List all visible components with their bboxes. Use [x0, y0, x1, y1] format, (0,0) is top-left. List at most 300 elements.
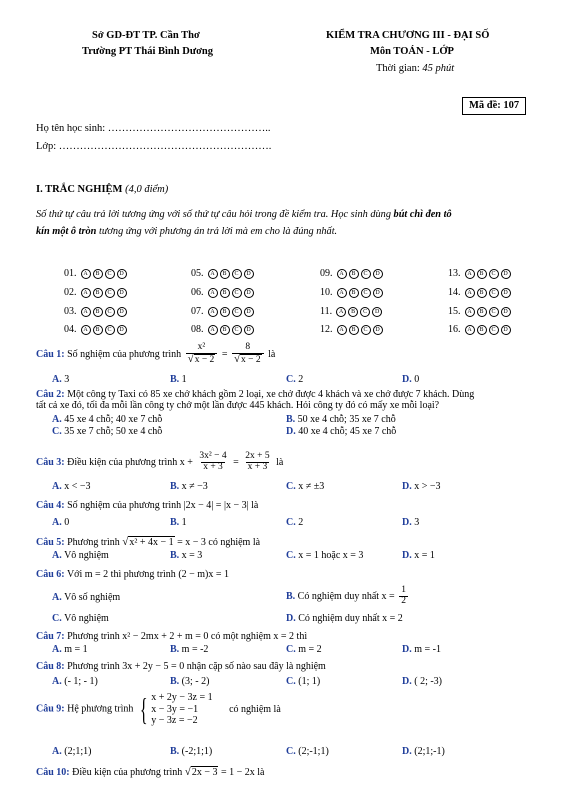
option-letter: C. — [52, 426, 62, 437]
sqrt-icon: √ — [184, 766, 191, 778]
option-letter: C. — [286, 481, 296, 492]
answer-bubble[interactable]: D — [501, 288, 511, 298]
question-tail: là — [251, 500, 259, 511]
student-name-line — [36, 123, 271, 135]
option-text: 0 — [64, 517, 70, 528]
option-text: Có nghiệm duy nhất x = 2 — [298, 613, 403, 624]
answer-row — [191, 287, 254, 299]
subject-line: Môn TOÁN - LỚP — [370, 46, 454, 57]
question-tail: là — [257, 767, 265, 778]
denominator: x + 3 — [247, 461, 268, 472]
question-label: Câu 8: — [36, 661, 65, 672]
answer-bubble[interactable]: D — [501, 325, 511, 335]
numerator: 1 — [401, 585, 406, 595]
option-q9-a[interactable] — [52, 746, 91, 758]
answer-bubble[interactable]: B — [477, 307, 487, 317]
answer-bubble[interactable]: B — [93, 288, 103, 298]
option-letter: B. — [286, 590, 296, 602]
option-letter: D. — [402, 374, 412, 385]
fraction — [186, 343, 218, 366]
numerator: 3x² − 4 — [199, 451, 227, 461]
option-q3-a[interactable] — [52, 481, 91, 493]
answer-bubble[interactable]: B — [93, 307, 103, 317]
option-q3-d[interactable] — [402, 481, 441, 493]
option-letter: B. — [286, 414, 296, 425]
question-2-line-2: tất cả xe đó, tối đa mỗi lần công ty chở một lần được 445 khách. Hỏi công ty đó có mấy xe mỗi loại? — [36, 400, 440, 411]
option-q7-d[interactable] — [402, 644, 441, 656]
rhs: = 1 − 2x — [220, 767, 255, 778]
answer-bubble[interactable]: B — [349, 325, 359, 335]
question-label: Câu 6: — [36, 569, 65, 580]
answer-row — [64, 324, 127, 336]
question-tail: là — [268, 348, 276, 360]
brace-icon: { — [139, 691, 148, 728]
instructions-d: tương ứng với phương án trả lời mà em cho là đúng nhất. — [98, 226, 338, 237]
option-text: (2;1;-1) — [414, 746, 445, 757]
question-3 — [36, 452, 283, 473]
answer-bubble[interactable]: C — [361, 269, 371, 279]
answer-bubble[interactable]: D — [117, 269, 127, 279]
answer-row — [320, 306, 382, 318]
option-letter: A. — [52, 414, 62, 425]
question-tail: có một nghiệm x = 2 thì — [210, 631, 308, 642]
answer-bubble[interactable]: D — [501, 269, 511, 279]
option-text: (2;1;1) — [64, 746, 92, 757]
expression: 3x + 2y − 5 = 0 — [122, 661, 185, 672]
sqrt-icon: √ — [122, 536, 129, 548]
answer-bubble[interactable]: D — [244, 325, 254, 335]
question-6 — [36, 569, 229, 581]
question-text: Với m = 2 thì phương trình — [66, 569, 176, 580]
option-text: m = 2 — [298, 644, 322, 655]
question-2 — [36, 389, 474, 401]
expression: |2x − 4| = |x − 3| — [183, 500, 249, 511]
answer-number: 10. — [320, 287, 333, 298]
question-tail: có nghiệm là — [208, 537, 261, 548]
answer-bubble[interactable]: B — [477, 325, 487, 335]
option-q1-d[interactable] — [402, 374, 419, 386]
option-letter: A. — [52, 481, 62, 492]
sqrt-icon: √ — [233, 352, 240, 365]
answer-number: 03. — [64, 306, 77, 317]
option-q1-a[interactable] — [52, 374, 69, 386]
answer-bubble[interactable]: C — [105, 325, 115, 335]
radicand: x − 2 — [194, 354, 215, 365]
denominator: x + 3 — [203, 461, 223, 472]
answer-bubble[interactable]: A — [81, 269, 91, 279]
answer-bubble[interactable]: C — [232, 307, 242, 317]
option-q4-d[interactable] — [402, 517, 419, 529]
answer-bubble[interactable]: A — [81, 325, 91, 335]
option-q9-d[interactable] — [402, 746, 445, 758]
question-8 — [36, 661, 326, 673]
equation-system — [151, 692, 212, 727]
option-text: 3 — [64, 374, 70, 385]
section-title: I. TRẮC NGHIỆM — [36, 184, 123, 195]
class-line — [36, 141, 271, 153]
answer-row — [448, 306, 511, 318]
fraction — [399, 586, 408, 607]
question-tail: nhận cặp số nào sau đây là nghiệm — [186, 661, 326, 672]
option-q2-c[interactable] — [52, 426, 162, 438]
answer-bubble[interactable]: B — [220, 307, 230, 317]
option-text: Vô nghiệm — [64, 550, 109, 561]
answer-bubble[interactable]: A — [465, 269, 475, 279]
answer-bubble[interactable]: D — [501, 307, 511, 317]
question-4 — [36, 500, 258, 512]
option-letter: A. — [52, 676, 62, 687]
answer-bubble[interactable]: C — [105, 288, 115, 298]
class-label: Lớp: — [36, 141, 57, 152]
answer-bubble[interactable]: C — [232, 269, 242, 279]
option-text: m = -1 — [414, 644, 441, 655]
option-text: 2 — [298, 374, 304, 385]
option-letter: C. — [286, 374, 296, 385]
option-text: Vô nghiệm — [64, 613, 109, 624]
option-letter: C. — [286, 676, 296, 687]
answer-bubble[interactable]: A — [81, 307, 91, 317]
option-letter: D. — [286, 426, 296, 437]
question-5 — [36, 536, 260, 549]
answer-number: 14. — [448, 287, 461, 298]
answer-row — [448, 268, 511, 280]
option-text: Vô số nghiệm — [64, 592, 121, 603]
answer-bubble[interactable]: D — [244, 288, 254, 298]
fraction — [243, 452, 271, 473]
question-label: Câu 4: — [36, 500, 65, 511]
answer-number: 13. — [448, 268, 461, 279]
question-7 — [36, 631, 307, 643]
answer-bubble[interactable]: A — [336, 307, 346, 317]
option-q6-a[interactable] — [52, 592, 120, 604]
system-row: x − 3y = −1 — [151, 703, 199, 715]
option-q1-b[interactable] — [170, 374, 187, 386]
option-letter: B. — [170, 676, 180, 687]
option-letter: D. — [286, 613, 296, 624]
option-q9-b[interactable] — [170, 746, 212, 758]
answer-bubble[interactable]: B — [220, 269, 230, 279]
question-text: Phương trình — [67, 661, 120, 672]
option-q3-b[interactable] — [170, 481, 208, 493]
time-line — [376, 63, 454, 75]
section-title-line — [36, 184, 168, 196]
question-label: Câu 9: — [36, 703, 65, 715]
answer-number: 08. — [191, 324, 204, 335]
option-letter: A. — [52, 517, 62, 528]
answer-bubble[interactable]: D — [117, 288, 127, 298]
option-q5-b[interactable] — [170, 550, 202, 562]
answer-bubble[interactable]: B — [93, 325, 103, 335]
option-text: x < −3 — [64, 481, 91, 492]
option-letter: C. — [52, 613, 62, 624]
option-text: 0 — [414, 374, 420, 385]
question-text: Điều kiện của phương trình — [72, 767, 183, 778]
time-value: 45 phút — [422, 63, 455, 74]
system-row: y − 3z = −2 — [151, 715, 198, 726]
exam-code-box: Mã đề: 107 — [462, 97, 526, 115]
option-letter: D. — [402, 746, 412, 757]
answer-number: 05. — [191, 268, 204, 279]
answer-number: 07. — [191, 306, 204, 317]
answer-bubble[interactable]: A — [337, 288, 347, 298]
option-letter: D. — [402, 676, 412, 687]
option-text: x ≠ ±3 — [298, 481, 325, 492]
answer-number: 01. — [64, 268, 77, 279]
answer-bubble[interactable]: B — [220, 325, 230, 335]
option-q6-d[interactable] — [286, 613, 403, 625]
expr-prefix: x + — [179, 456, 193, 468]
answer-bubble[interactable]: C — [232, 288, 242, 298]
answer-bubble[interactable]: D — [117, 325, 127, 335]
answer-number: 06. — [191, 287, 204, 298]
question-text: Phương trình — [67, 631, 120, 642]
option-text: 3 — [414, 517, 420, 528]
answer-number: 04. — [64, 324, 77, 335]
option-text: m = -2 — [181, 644, 209, 655]
answer-number: 16. — [448, 324, 461, 335]
answer-bubble[interactable]: D — [244, 269, 254, 279]
answer-row — [320, 268, 383, 280]
option-letter: B. — [170, 517, 180, 528]
option-q3-c[interactable] — [286, 481, 324, 493]
answer-bubble[interactable]: B — [349, 269, 359, 279]
option-q7-c[interactable] — [286, 644, 322, 656]
option-text: (-2;1;1) — [181, 746, 213, 757]
answer-number: 15. — [448, 306, 461, 317]
option-text: 45 xe 4 chỗ; 40 xe 7 chỗ — [64, 414, 163, 425]
denominator — [186, 353, 218, 366]
option-q8-b[interactable] — [170, 676, 209, 688]
option-q6-b[interactable] — [286, 586, 410, 607]
option-letter: C. — [286, 517, 296, 528]
answer-number: 02. — [64, 287, 77, 298]
expression: x² − 2mx + 2 + m = 0 — [122, 631, 209, 642]
option-letter: C. — [286, 746, 296, 757]
radicand: 2x − 3 — [191, 767, 218, 778]
fraction — [232, 343, 264, 366]
question-label: Câu 7: — [36, 631, 65, 642]
student-name-dots[interactable]: ……………………………………….. — [107, 123, 271, 134]
option-letter: B. — [170, 746, 180, 757]
instructions-c: kín một ô tròn — [36, 226, 97, 237]
system-row: x + 2y − 3z = 1 — [151, 692, 213, 703]
option-q5-a[interactable] — [52, 550, 109, 562]
option-q4-b[interactable] — [170, 517, 187, 529]
option-letter: B. — [170, 481, 180, 492]
option-text: 40 xe 4 chỗ; 45 xe 7 chỗ — [298, 426, 397, 437]
answer-bubble[interactable]: D — [373, 325, 383, 335]
option-q4-a[interactable] — [52, 517, 69, 529]
class-dots[interactable]: ……………………………………………………. — [58, 141, 272, 152]
answer-bubble[interactable]: A — [208, 307, 218, 317]
question-label: Câu 1: — [36, 348, 65, 360]
answer-row — [448, 287, 511, 299]
answer-bubble[interactable]: A — [208, 269, 218, 279]
answer-bubble[interactable]: A — [337, 325, 347, 335]
option-q5-d[interactable] — [402, 550, 435, 562]
answer-bubble[interactable]: B — [477, 288, 487, 298]
answer-bubble[interactable]: A — [465, 325, 475, 335]
answer-bubble[interactable]: A — [337, 269, 347, 279]
option-q2-a[interactable] — [52, 414, 162, 426]
answer-bubble[interactable]: B — [93, 269, 103, 279]
option-text: (1; 1) — [298, 676, 321, 687]
option-q2-b[interactable] — [286, 414, 396, 426]
question-label: Câu 10: — [36, 767, 70, 778]
question-text: Phương trình — [67, 537, 120, 548]
radicand: x² + 4x − 1 — [129, 537, 174, 548]
student-name-label: Họ tên học sinh: — [36, 123, 106, 134]
option-text: x = 1 — [414, 550, 435, 561]
option-text: (3; - 2) — [181, 676, 210, 687]
answer-bubble[interactable]: B — [477, 269, 487, 279]
question-label: Câu 2: — [36, 389, 65, 400]
time-label: Thời gian: — [376, 63, 420, 74]
question-9 — [36, 692, 281, 727]
instructions-b: bút chì đen tô — [393, 209, 452, 220]
answer-bubble[interactable]: D — [244, 307, 254, 317]
answer-bubble[interactable]: C — [232, 325, 242, 335]
answer-row — [191, 268, 254, 280]
answer-row — [191, 306, 254, 318]
rhs: = x − 3 — [177, 537, 206, 548]
answer-row — [64, 306, 127, 318]
option-text: Có nghiệm duy nhất x = — [297, 590, 395, 602]
answer-bubble[interactable]: D — [117, 307, 127, 317]
section-points: (4,0 điểm) — [125, 184, 169, 195]
department-name: Sở GD-ĐT TP. Cần Thơ — [92, 30, 200, 41]
instructions-line-2 — [36, 226, 337, 238]
option-text: x ≠ −3 — [181, 481, 208, 492]
answer-bubble[interactable]: A — [465, 288, 475, 298]
answer-row — [320, 287, 383, 299]
option-q4-c[interactable] — [286, 517, 303, 529]
answer-bubble[interactable]: A — [465, 307, 475, 317]
option-text: (- 1; - 1) — [64, 676, 98, 687]
question-1 — [36, 343, 275, 366]
question-label: Câu 3: — [36, 456, 65, 468]
question-tail: là — [276, 456, 284, 468]
option-letter: A. — [52, 550, 62, 561]
option-text: (2;-1;1) — [298, 746, 329, 757]
radicand: x − 2 — [241, 354, 261, 365]
denominator: 2 — [401, 595, 406, 606]
answer-row — [64, 287, 127, 299]
option-letter: B. — [170, 374, 180, 385]
question-text: Điều kiện của phương trình — [67, 456, 178, 468]
denominator — [232, 353, 264, 366]
option-q5-c[interactable] — [286, 550, 363, 562]
option-letter: D. — [402, 481, 412, 492]
expression: (2 − m)x = 1 — [178, 569, 230, 580]
option-q1-c[interactable] — [286, 374, 303, 386]
answer-bubble[interactable]: C — [105, 307, 115, 317]
answer-bubble[interactable]: B — [348, 307, 358, 317]
answer-bubble[interactable]: C — [489, 307, 499, 317]
answer-bubble[interactable]: A — [81, 288, 91, 298]
numerator: x² — [197, 342, 206, 352]
answer-bubble[interactable]: C — [360, 307, 370, 317]
question-10 — [36, 766, 264, 779]
option-text: x = 1 hoặc x = 3 — [298, 550, 364, 561]
option-q8-a[interactable] — [52, 676, 98, 688]
option-q6-c[interactable] — [52, 613, 109, 625]
option-q9-c[interactable] — [286, 746, 329, 758]
answer-row — [64, 268, 127, 280]
question-tail: có nghiệm là — [229, 703, 281, 715]
question-text: Số nghiệm của phương trình — [67, 348, 182, 360]
option-q2-d[interactable] — [286, 426, 396, 438]
answer-row — [448, 324, 511, 336]
option-letter: A. — [52, 374, 62, 385]
answer-bubble[interactable]: B — [220, 288, 230, 298]
answer-bubble[interactable]: C — [489, 288, 499, 298]
option-text: ( 2; -3) — [414, 676, 443, 687]
answer-bubble[interactable]: B — [349, 288, 359, 298]
answer-number: 11. — [320, 306, 333, 317]
answer-row — [191, 324, 254, 336]
option-letter: D. — [402, 644, 412, 655]
option-text: m = 1 — [64, 644, 88, 655]
fraction — [197, 452, 228, 473]
option-q8-d[interactable] — [402, 676, 442, 688]
option-letter: C. — [286, 644, 296, 655]
answer-bubble[interactable]: D — [372, 307, 382, 317]
option-letter: D. — [402, 550, 412, 561]
option-letter: C. — [286, 550, 296, 561]
instructions-line-1 — [36, 209, 452, 221]
equals-sign: = — [233, 456, 239, 468]
option-text: x = 3 — [181, 550, 203, 561]
instructions-a: Số thứ tự câu trả lời tương ứng với số thứ tự câu hỏi trong đề kiểm tra. Học sinh dùng — [36, 209, 391, 220]
exam-title: KIỂM TRA CHƯƠNG III - ĐẠI SỐ — [326, 30, 490, 41]
option-letter: A. — [52, 592, 62, 603]
answer-bubble[interactable]: D — [373, 288, 383, 298]
option-letter: A. — [52, 746, 62, 757]
answer-bubble[interactable]: C — [105, 269, 115, 279]
question-text: Số nghiệm của phương trình — [67, 500, 182, 511]
option-text: x > −3 — [414, 481, 441, 492]
question-text: Hệ phương trình — [67, 703, 134, 715]
question-label: Câu 5: — [36, 537, 65, 548]
option-q7-b[interactable] — [170, 644, 208, 656]
option-text: 50 xe 4 chỗ; 35 xe 7 chỗ — [297, 414, 396, 425]
equals-sign: = — [221, 348, 228, 360]
answer-number: 09. — [320, 268, 333, 279]
option-text: 2 — [298, 517, 304, 528]
answer-bubble[interactable]: C — [361, 288, 371, 298]
answer-bubble[interactable]: A — [208, 325, 218, 335]
answer-bubble[interactable]: D — [373, 269, 383, 279]
answer-bubble[interactable]: C — [361, 325, 371, 335]
answer-bubble[interactable]: A — [208, 288, 218, 298]
option-text: 1 — [181, 374, 187, 385]
answer-bubble[interactable]: C — [489, 269, 499, 279]
option-letter: B. — [170, 644, 180, 655]
option-letter: D. — [402, 517, 412, 528]
option-q8-c[interactable] — [286, 676, 320, 688]
answer-bubble[interactable]: C — [489, 325, 499, 335]
numerator: 8 — [245, 342, 251, 352]
question-text: Một công ty Taxi có 85 xe chở khách gồm 2 loại, xe chở được 4 khách và xe chở được 7 khách. Dùng — [67, 389, 475, 400]
option-q7-a[interactable] — [52, 644, 88, 656]
option-letter: A. — [52, 644, 62, 655]
answer-row — [320, 324, 383, 336]
sqrt-icon: √ — [187, 352, 194, 365]
school-name: Trường PT Thái Bình Dương — [82, 46, 214, 57]
answer-number: 12. — [320, 324, 333, 335]
option-text: 35 xe 7 chỗ; 50 xe 4 chỗ — [64, 426, 163, 437]
